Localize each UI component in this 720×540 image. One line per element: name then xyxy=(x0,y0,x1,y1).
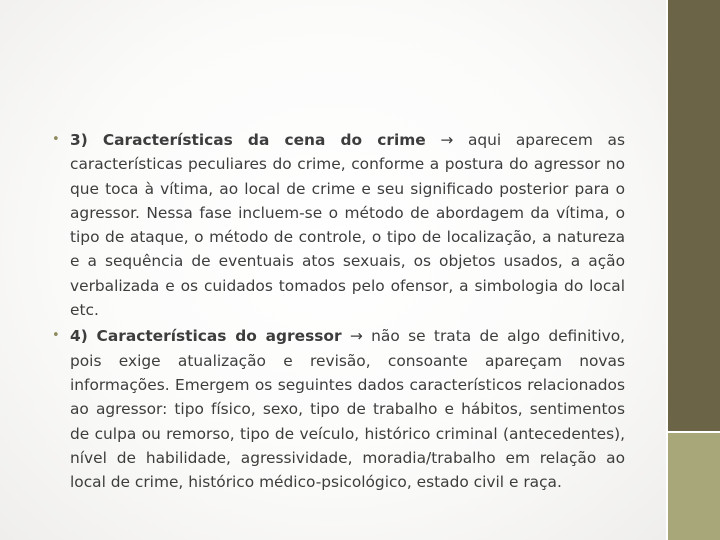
bullet-lead-crime-scene: 3) Características da cena do crime xyxy=(70,131,426,149)
bullet-item-offender xyxy=(52,324,625,494)
bullet-list xyxy=(52,128,625,496)
bullet-lead-offender: 4) Características do agressor xyxy=(70,327,342,346)
side-band-light xyxy=(666,432,720,540)
bullet-text-crime-scene: → aqui aparecem as características peculiares do crime, conforme a postura do agressor no que toca à vítima, ao local de crime e seu significado posterior para o agressor. Nessa fase incluem-se o método de abordagem da vítima, o tipo de ataque, o método de controle, o tipo de localização, a natureza e a sequência de eventuais atos sexuais, os objetos usados, a ação verbalizada e os cuidados tomados pelo ofensor, a simbologia do local etc. xyxy=(70,131,625,320)
side-band-divider-horizontal xyxy=(666,431,720,433)
bullet-dot-icon: • xyxy=(52,132,60,147)
bullet-dot-icon: • xyxy=(52,328,60,344)
side-band-dark xyxy=(666,0,720,432)
side-band-divider-vertical xyxy=(666,0,668,540)
bullet-item-crime-scene xyxy=(52,128,625,322)
bullet-text-offender: → não se trata de algo definitivo, pois exige atualização e revisão, consoante apareçam novas informações. Emergem os seguintes dados característicos relacionados ao agressor: tipo físico, sexo, tipo de trabalho e hábitos, sentimentos de culpa ou remorso, tipo de veículo, histórico criminal (antecedentes), nível de habilidade, agressividade, moradia/trabalho em relação ao local de crime, histórico médico-psicológico, estado civil e raça. xyxy=(70,327,626,492)
